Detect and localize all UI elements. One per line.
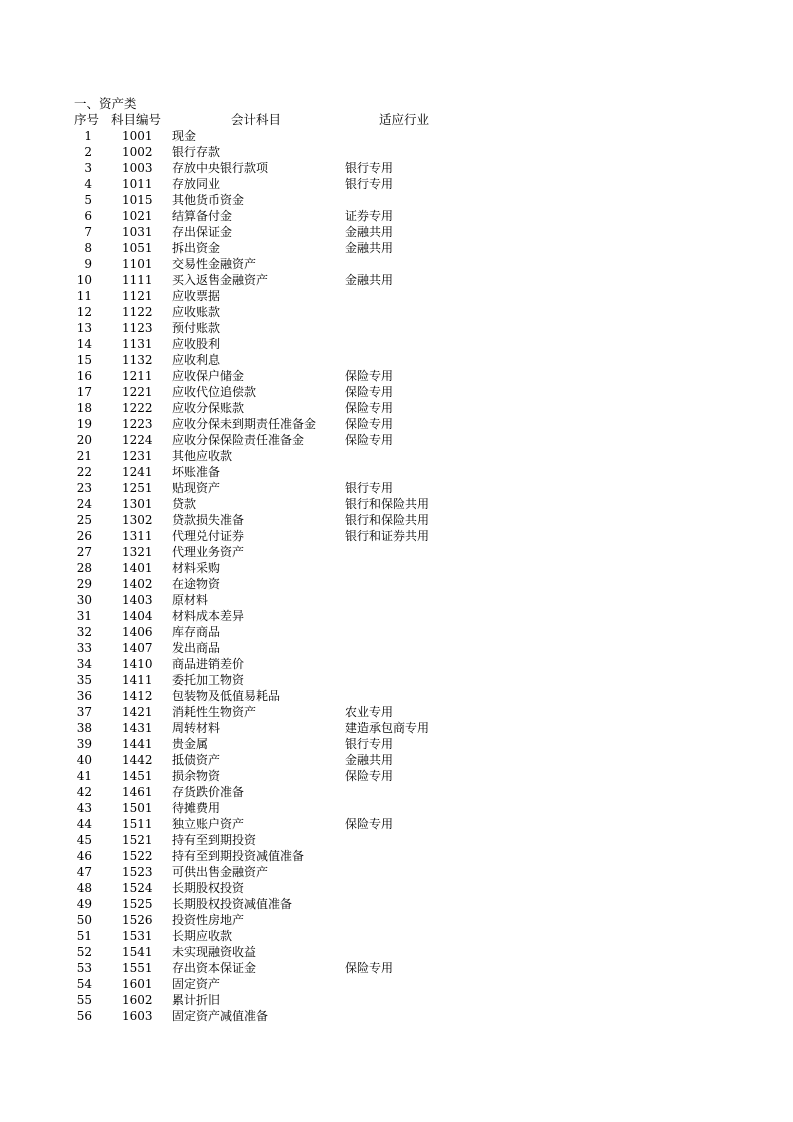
account-name-cell: 投资性房地产 xyxy=(172,913,245,927)
account-code-cell: 1221 xyxy=(122,385,153,399)
applicable-industry-cell: 建造承包商专用 xyxy=(345,721,430,735)
serial-number-cell: 49 xyxy=(76,897,92,911)
serial-number-cell: 15 xyxy=(76,353,92,367)
account-name-cell: 持有至到期投资 xyxy=(172,833,257,847)
table-row xyxy=(0,352,793,368)
account-name-cell: 发出商品 xyxy=(172,641,221,655)
account-name-cell: 存出保证金 xyxy=(172,225,233,239)
account-code-cell: 1410 xyxy=(122,657,153,671)
account-name-cell: 应收分保账款 xyxy=(172,401,245,415)
applicable-industry-cell: 金融共用 xyxy=(345,753,394,767)
serial-number-cell: 56 xyxy=(76,1009,92,1023)
account-name-cell: 包装物及低值易耗品 xyxy=(172,689,281,703)
account-name-cell: 抵债资产 xyxy=(172,753,221,767)
serial-number-cell: 30 xyxy=(76,593,92,607)
account-name-cell: 应收票据 xyxy=(172,289,221,303)
table-row xyxy=(0,368,793,384)
serial-number-cell: 46 xyxy=(76,849,92,863)
serial-number-cell: 4 xyxy=(84,177,92,191)
account-code-cell: 1251 xyxy=(122,481,153,495)
account-code-cell: 1321 xyxy=(122,545,153,559)
table-row xyxy=(0,160,793,176)
serial-number-cell: 48 xyxy=(76,881,92,895)
account-name-cell: 预付账款 xyxy=(172,321,221,335)
header-serial-number: 序号 xyxy=(74,112,100,127)
serial-number-cell: 52 xyxy=(76,945,92,959)
account-code-cell: 1231 xyxy=(122,449,153,463)
serial-number-cell: 32 xyxy=(76,625,92,639)
account-code-cell: 1211 xyxy=(122,369,153,383)
applicable-industry-cell: 金融共用 xyxy=(345,241,394,255)
table-row xyxy=(0,736,793,752)
serial-number-cell: 2 xyxy=(84,145,92,159)
account-name-cell: 应收账款 xyxy=(172,305,221,319)
account-code-cell: 1526 xyxy=(122,913,153,927)
table-row xyxy=(0,400,793,416)
table-row xyxy=(0,656,793,672)
table-row xyxy=(0,208,793,224)
account-table-body xyxy=(0,128,793,1024)
account-name-cell: 存出资本保证金 xyxy=(172,961,257,975)
account-code-cell: 1311 xyxy=(122,529,153,543)
table-row xyxy=(0,768,793,784)
serial-number-cell: 24 xyxy=(76,497,92,511)
account-code-cell: 1524 xyxy=(122,881,153,895)
account-code-cell: 1601 xyxy=(122,977,153,991)
account-code-cell: 1602 xyxy=(122,993,153,1007)
account-name-cell: 累计折旧 xyxy=(172,993,221,1007)
table-row xyxy=(0,576,793,592)
account-name-cell: 其他货币资金 xyxy=(172,193,245,207)
table-row xyxy=(0,640,793,656)
account-code-cell: 1412 xyxy=(122,689,153,703)
applicable-industry-cell: 银行专用 xyxy=(345,177,394,191)
account-code-cell: 1003 xyxy=(122,161,153,175)
applicable-industry-cell: 保险专用 xyxy=(345,961,394,975)
serial-number-cell: 1 xyxy=(84,129,92,143)
account-code-cell: 1603 xyxy=(122,1009,153,1023)
account-name-cell: 结算备付金 xyxy=(172,209,233,223)
account-code-cell: 1421 xyxy=(122,705,153,719)
serial-number-cell: 26 xyxy=(76,529,92,543)
table-row xyxy=(0,144,793,160)
account-code-cell: 1431 xyxy=(122,721,153,735)
table-row xyxy=(0,512,793,528)
serial-number-cell: 47 xyxy=(76,865,92,879)
serial-number-cell: 27 xyxy=(76,545,92,559)
serial-number-cell: 45 xyxy=(76,833,92,847)
table-row xyxy=(0,496,793,512)
table-row xyxy=(0,944,793,960)
applicable-industry-cell: 金融共用 xyxy=(345,225,394,239)
account-name-cell: 库存商品 xyxy=(172,625,221,639)
serial-number-cell: 29 xyxy=(76,577,92,591)
account-name-cell: 存放中央银行款项 xyxy=(172,161,269,175)
account-code-cell: 1222 xyxy=(122,401,153,415)
table-row xyxy=(0,560,793,576)
table-row xyxy=(0,896,793,912)
applicable-industry-cell: 农业专用 xyxy=(345,705,394,719)
header-account-code: 科目编号 xyxy=(111,112,162,127)
serial-number-cell: 43 xyxy=(76,801,92,815)
account-name-cell: 长期应收款 xyxy=(172,929,233,943)
table-row xyxy=(0,624,793,640)
table-row xyxy=(0,464,793,480)
account-code-cell: 1121 xyxy=(122,289,153,303)
serial-number-cell: 55 xyxy=(76,993,92,1007)
table-row xyxy=(0,128,793,144)
serial-number-cell: 17 xyxy=(76,385,92,399)
serial-number-cell: 16 xyxy=(76,369,92,383)
table-row xyxy=(0,816,793,832)
account-code-cell: 1531 xyxy=(122,929,153,943)
account-code-cell: 1123 xyxy=(122,321,153,335)
account-code-cell: 1541 xyxy=(122,945,153,959)
applicable-industry-cell: 证券专用 xyxy=(345,209,394,223)
account-name-cell: 原材料 xyxy=(172,593,209,607)
account-name-cell: 坏账准备 xyxy=(172,465,221,479)
account-code-cell: 1131 xyxy=(122,337,153,351)
serial-number-cell: 10 xyxy=(76,273,92,287)
serial-number-cell: 34 xyxy=(76,657,92,671)
account-code-cell: 1521 xyxy=(122,833,153,847)
account-name-cell: 长期股权投资减值准备 xyxy=(172,897,293,911)
table-row xyxy=(0,784,793,800)
serial-number-cell: 25 xyxy=(76,513,92,527)
account-name-cell: 存货跌价准备 xyxy=(172,785,245,799)
account-name-cell: 应收保户储金 xyxy=(172,369,245,383)
account-name-cell: 存放同业 xyxy=(172,177,221,191)
serial-number-cell: 19 xyxy=(76,417,92,431)
table-row xyxy=(0,912,793,928)
account-name-cell: 贷款损失准备 xyxy=(172,513,245,527)
serial-number-cell: 39 xyxy=(76,737,92,751)
table-row xyxy=(0,288,793,304)
account-code-cell: 1523 xyxy=(122,865,153,879)
table-row xyxy=(0,848,793,864)
table-row xyxy=(0,992,793,1008)
serial-number-cell: 50 xyxy=(76,913,92,927)
serial-number-cell: 54 xyxy=(76,977,92,991)
account-name-cell: 现金 xyxy=(172,129,197,143)
table-row xyxy=(0,832,793,848)
table-row xyxy=(0,800,793,816)
account-name-cell: 周转材料 xyxy=(172,721,221,735)
account-code-cell: 1411 xyxy=(122,673,153,687)
serial-number-cell: 28 xyxy=(76,561,92,575)
table-row xyxy=(0,672,793,688)
applicable-industry-cell: 保险专用 xyxy=(345,817,394,831)
account-code-cell: 1031 xyxy=(122,225,153,239)
account-code-cell: 1011 xyxy=(122,177,153,191)
account-code-cell: 1223 xyxy=(122,417,153,431)
account-name-cell: 消耗性生物资产 xyxy=(172,705,257,719)
serial-number-cell: 35 xyxy=(76,673,92,687)
serial-number-cell: 33 xyxy=(76,641,92,655)
serial-number-cell: 9 xyxy=(84,257,92,271)
account-code-cell: 1101 xyxy=(122,257,153,271)
account-name-cell: 持有至到期投资减值准备 xyxy=(172,849,305,863)
serial-number-cell: 44 xyxy=(76,817,92,831)
applicable-industry-cell: 银行和保险共用 xyxy=(345,513,430,527)
table-row xyxy=(0,192,793,208)
account-code-cell: 1461 xyxy=(122,785,153,799)
table-header xyxy=(0,112,793,128)
table-row xyxy=(0,960,793,976)
table-row xyxy=(0,928,793,944)
account-name-cell: 交易性金融资产 xyxy=(172,257,257,271)
account-name-cell: 应收利息 xyxy=(172,353,221,367)
account-code-cell: 1401 xyxy=(122,561,153,575)
account-name-cell: 贴现资产 xyxy=(172,481,221,495)
serial-number-cell: 6 xyxy=(84,209,92,223)
account-code-cell: 1551 xyxy=(122,961,153,975)
account-name-cell: 损余物资 xyxy=(172,769,221,783)
applicable-industry-cell: 银行专用 xyxy=(345,481,394,495)
account-name-cell: 应收分保未到期责任准备金 xyxy=(172,417,317,431)
account-code-cell: 1501 xyxy=(122,801,153,815)
serial-number-cell: 8 xyxy=(84,241,92,255)
account-name-cell: 委托加工物资 xyxy=(172,673,245,687)
table-row xyxy=(0,240,793,256)
account-name-cell: 在途物资 xyxy=(172,577,221,591)
account-name-cell: 贷款 xyxy=(172,497,197,511)
account-name-cell: 买入返售金融资产 xyxy=(172,273,269,287)
account-name-cell: 代理兑付证券 xyxy=(172,529,245,543)
table-row xyxy=(0,752,793,768)
serial-number-cell: 36 xyxy=(76,689,92,703)
applicable-industry-cell: 保险专用 xyxy=(345,401,394,415)
account-code-cell: 1132 xyxy=(122,353,153,367)
serial-number-cell: 11 xyxy=(76,289,92,303)
serial-number-cell: 5 xyxy=(84,193,92,207)
serial-number-cell: 7 xyxy=(84,225,92,239)
account-name-cell: 代理业务资产 xyxy=(172,545,245,559)
serial-number-cell: 3 xyxy=(84,161,92,175)
serial-number-cell: 38 xyxy=(76,721,92,735)
table-row xyxy=(0,688,793,704)
serial-number-cell: 53 xyxy=(76,961,92,975)
account-code-cell: 1021 xyxy=(122,209,153,223)
applicable-industry-cell: 保险专用 xyxy=(345,433,394,447)
account-code-cell: 1302 xyxy=(122,513,153,527)
header-account-name: 会计科目 xyxy=(231,112,282,127)
account-name-cell: 其他应收款 xyxy=(172,449,233,463)
account-code-cell: 1111 xyxy=(122,273,153,287)
section-title: 一、资产类 xyxy=(74,96,137,111)
serial-number-cell: 40 xyxy=(76,753,92,767)
account-code-cell: 1051 xyxy=(122,241,153,255)
account-code-cell: 1301 xyxy=(122,497,153,511)
table-row xyxy=(0,176,793,192)
table-row xyxy=(0,880,793,896)
serial-number-cell: 14 xyxy=(76,337,92,351)
account-name-cell: 固定资产减值准备 xyxy=(172,1009,269,1023)
account-code-cell: 1001 xyxy=(122,129,153,143)
serial-number-cell: 18 xyxy=(76,401,92,415)
serial-number-cell: 23 xyxy=(76,481,92,495)
account-name-cell: 固定资产 xyxy=(172,977,221,991)
account-code-cell: 1224 xyxy=(122,433,153,447)
table-row xyxy=(0,528,793,544)
account-name-cell: 材料采购 xyxy=(172,561,221,575)
account-name-cell: 应收股利 xyxy=(172,337,221,351)
account-name-cell: 拆出资金 xyxy=(172,241,221,255)
table-row xyxy=(0,864,793,880)
table-row xyxy=(0,720,793,736)
table-row xyxy=(0,416,793,432)
table-row xyxy=(0,1008,793,1024)
account-code-cell: 1442 xyxy=(122,753,153,767)
applicable-industry-cell: 保险专用 xyxy=(345,369,394,383)
serial-number-cell: 51 xyxy=(76,929,92,943)
account-name-cell: 银行存款 xyxy=(172,145,221,159)
table-row xyxy=(0,384,793,400)
applicable-industry-cell: 银行专用 xyxy=(345,161,394,175)
account-name-cell: 贵金属 xyxy=(172,737,209,751)
account-code-cell: 1002 xyxy=(122,145,153,159)
account-code-cell: 1511 xyxy=(122,817,153,831)
table-row xyxy=(0,256,793,272)
applicable-industry-cell: 银行和证券共用 xyxy=(345,529,430,543)
table-row xyxy=(0,976,793,992)
serial-number-cell: 13 xyxy=(76,321,92,335)
table-row xyxy=(0,336,793,352)
account-name-cell: 未实现融资收益 xyxy=(172,945,257,959)
applicable-industry-cell: 银行和保险共用 xyxy=(345,497,430,511)
applicable-industry-cell: 保险专用 xyxy=(345,769,394,783)
header-applicable-industry: 适应行业 xyxy=(379,112,430,127)
account-name-cell: 待摊费用 xyxy=(172,801,221,815)
account-name-cell: 可供出售金融资产 xyxy=(172,865,269,879)
table-row xyxy=(0,320,793,336)
account-code-cell: 1402 xyxy=(122,577,153,591)
applicable-industry-cell: 金融共用 xyxy=(345,273,394,287)
account-name-cell: 长期股权投资 xyxy=(172,881,245,895)
table-row xyxy=(0,432,793,448)
serial-number-cell: 31 xyxy=(76,609,92,623)
table-row xyxy=(0,544,793,560)
table-row xyxy=(0,272,793,288)
applicable-industry-cell: 银行专用 xyxy=(345,737,394,751)
table-row xyxy=(0,592,793,608)
account-code-cell: 1122 xyxy=(122,305,153,319)
account-code-cell: 1241 xyxy=(122,465,153,479)
table-row xyxy=(0,224,793,240)
table-row xyxy=(0,480,793,496)
table-row xyxy=(0,448,793,464)
account-name-cell: 应收分保保险责任准备金 xyxy=(172,433,305,447)
serial-number-cell: 42 xyxy=(76,785,92,799)
account-code-cell: 1525 xyxy=(122,897,153,911)
account-code-cell: 1404 xyxy=(122,609,153,623)
table-row xyxy=(0,704,793,720)
serial-number-cell: 41 xyxy=(76,769,92,783)
table-row xyxy=(0,304,793,320)
serial-number-cell: 12 xyxy=(76,305,92,319)
account-code-cell: 1015 xyxy=(122,193,153,207)
account-code-cell: 1407 xyxy=(122,641,153,655)
account-name-cell: 材料成本差异 xyxy=(172,609,245,623)
account-name-cell: 商品进销差价 xyxy=(172,657,245,671)
applicable-industry-cell: 保险专用 xyxy=(345,417,394,431)
account-code-cell: 1403 xyxy=(122,593,153,607)
account-code-cell: 1441 xyxy=(122,737,153,751)
serial-number-cell: 37 xyxy=(76,705,92,719)
account-code-cell: 1451 xyxy=(122,769,153,783)
serial-number-cell: 22 xyxy=(76,465,92,479)
account-name-cell: 独立账户资产 xyxy=(172,817,245,831)
account-code-cell: 1522 xyxy=(122,849,153,863)
account-code-cell: 1406 xyxy=(122,625,153,639)
applicable-industry-cell: 保险专用 xyxy=(345,385,394,399)
table-row xyxy=(0,608,793,624)
account-name-cell: 应收代位追偿款 xyxy=(172,385,257,399)
serial-number-cell: 21 xyxy=(76,449,92,463)
serial-number-cell: 20 xyxy=(76,433,92,447)
